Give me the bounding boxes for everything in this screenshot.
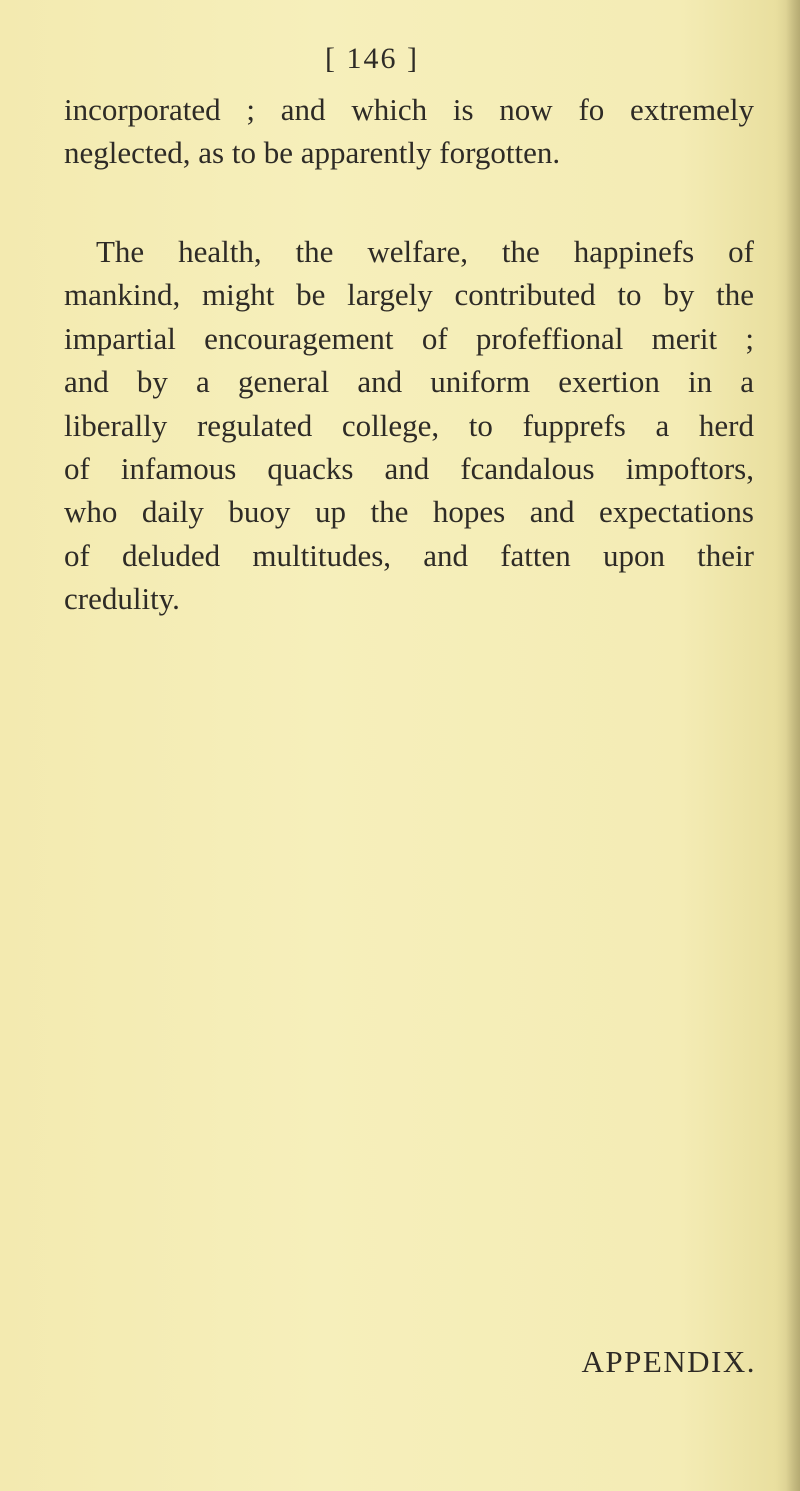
text-line: neglected, as to be apparently forgotten. bbox=[64, 135, 561, 171]
text-line: of deluded multitudes, and fatten upon their bbox=[64, 537, 754, 573]
text-line: The health, the welfare, the happinefs of bbox=[96, 234, 754, 269]
text-line: of infamous quacks and fcandalous impoftors, bbox=[64, 451, 754, 487]
paragraph-continuation bbox=[64, 88, 754, 175]
text-line: liberally regulated college, to fupprefs a herd bbox=[64, 407, 754, 443]
paragraph-health bbox=[64, 230, 754, 621]
text-line: incorporated ; and which is now fo extremely bbox=[64, 92, 754, 127]
page-number: [ 146 ] bbox=[325, 42, 419, 75]
catchword: APPENDIX. bbox=[581, 1344, 756, 1379]
page-edge-shadow bbox=[786, 0, 800, 1491]
text-line: who daily buoy up the hopes and expectations bbox=[64, 494, 754, 530]
text-line: impartial encouragement of profeffional merit ; bbox=[64, 320, 754, 356]
text-line: credulity. bbox=[64, 581, 180, 617]
text-line: and by a general and uniform exertion in a bbox=[64, 364, 754, 400]
text-line: mankind, might be largely contributed to by the bbox=[64, 277, 754, 313]
